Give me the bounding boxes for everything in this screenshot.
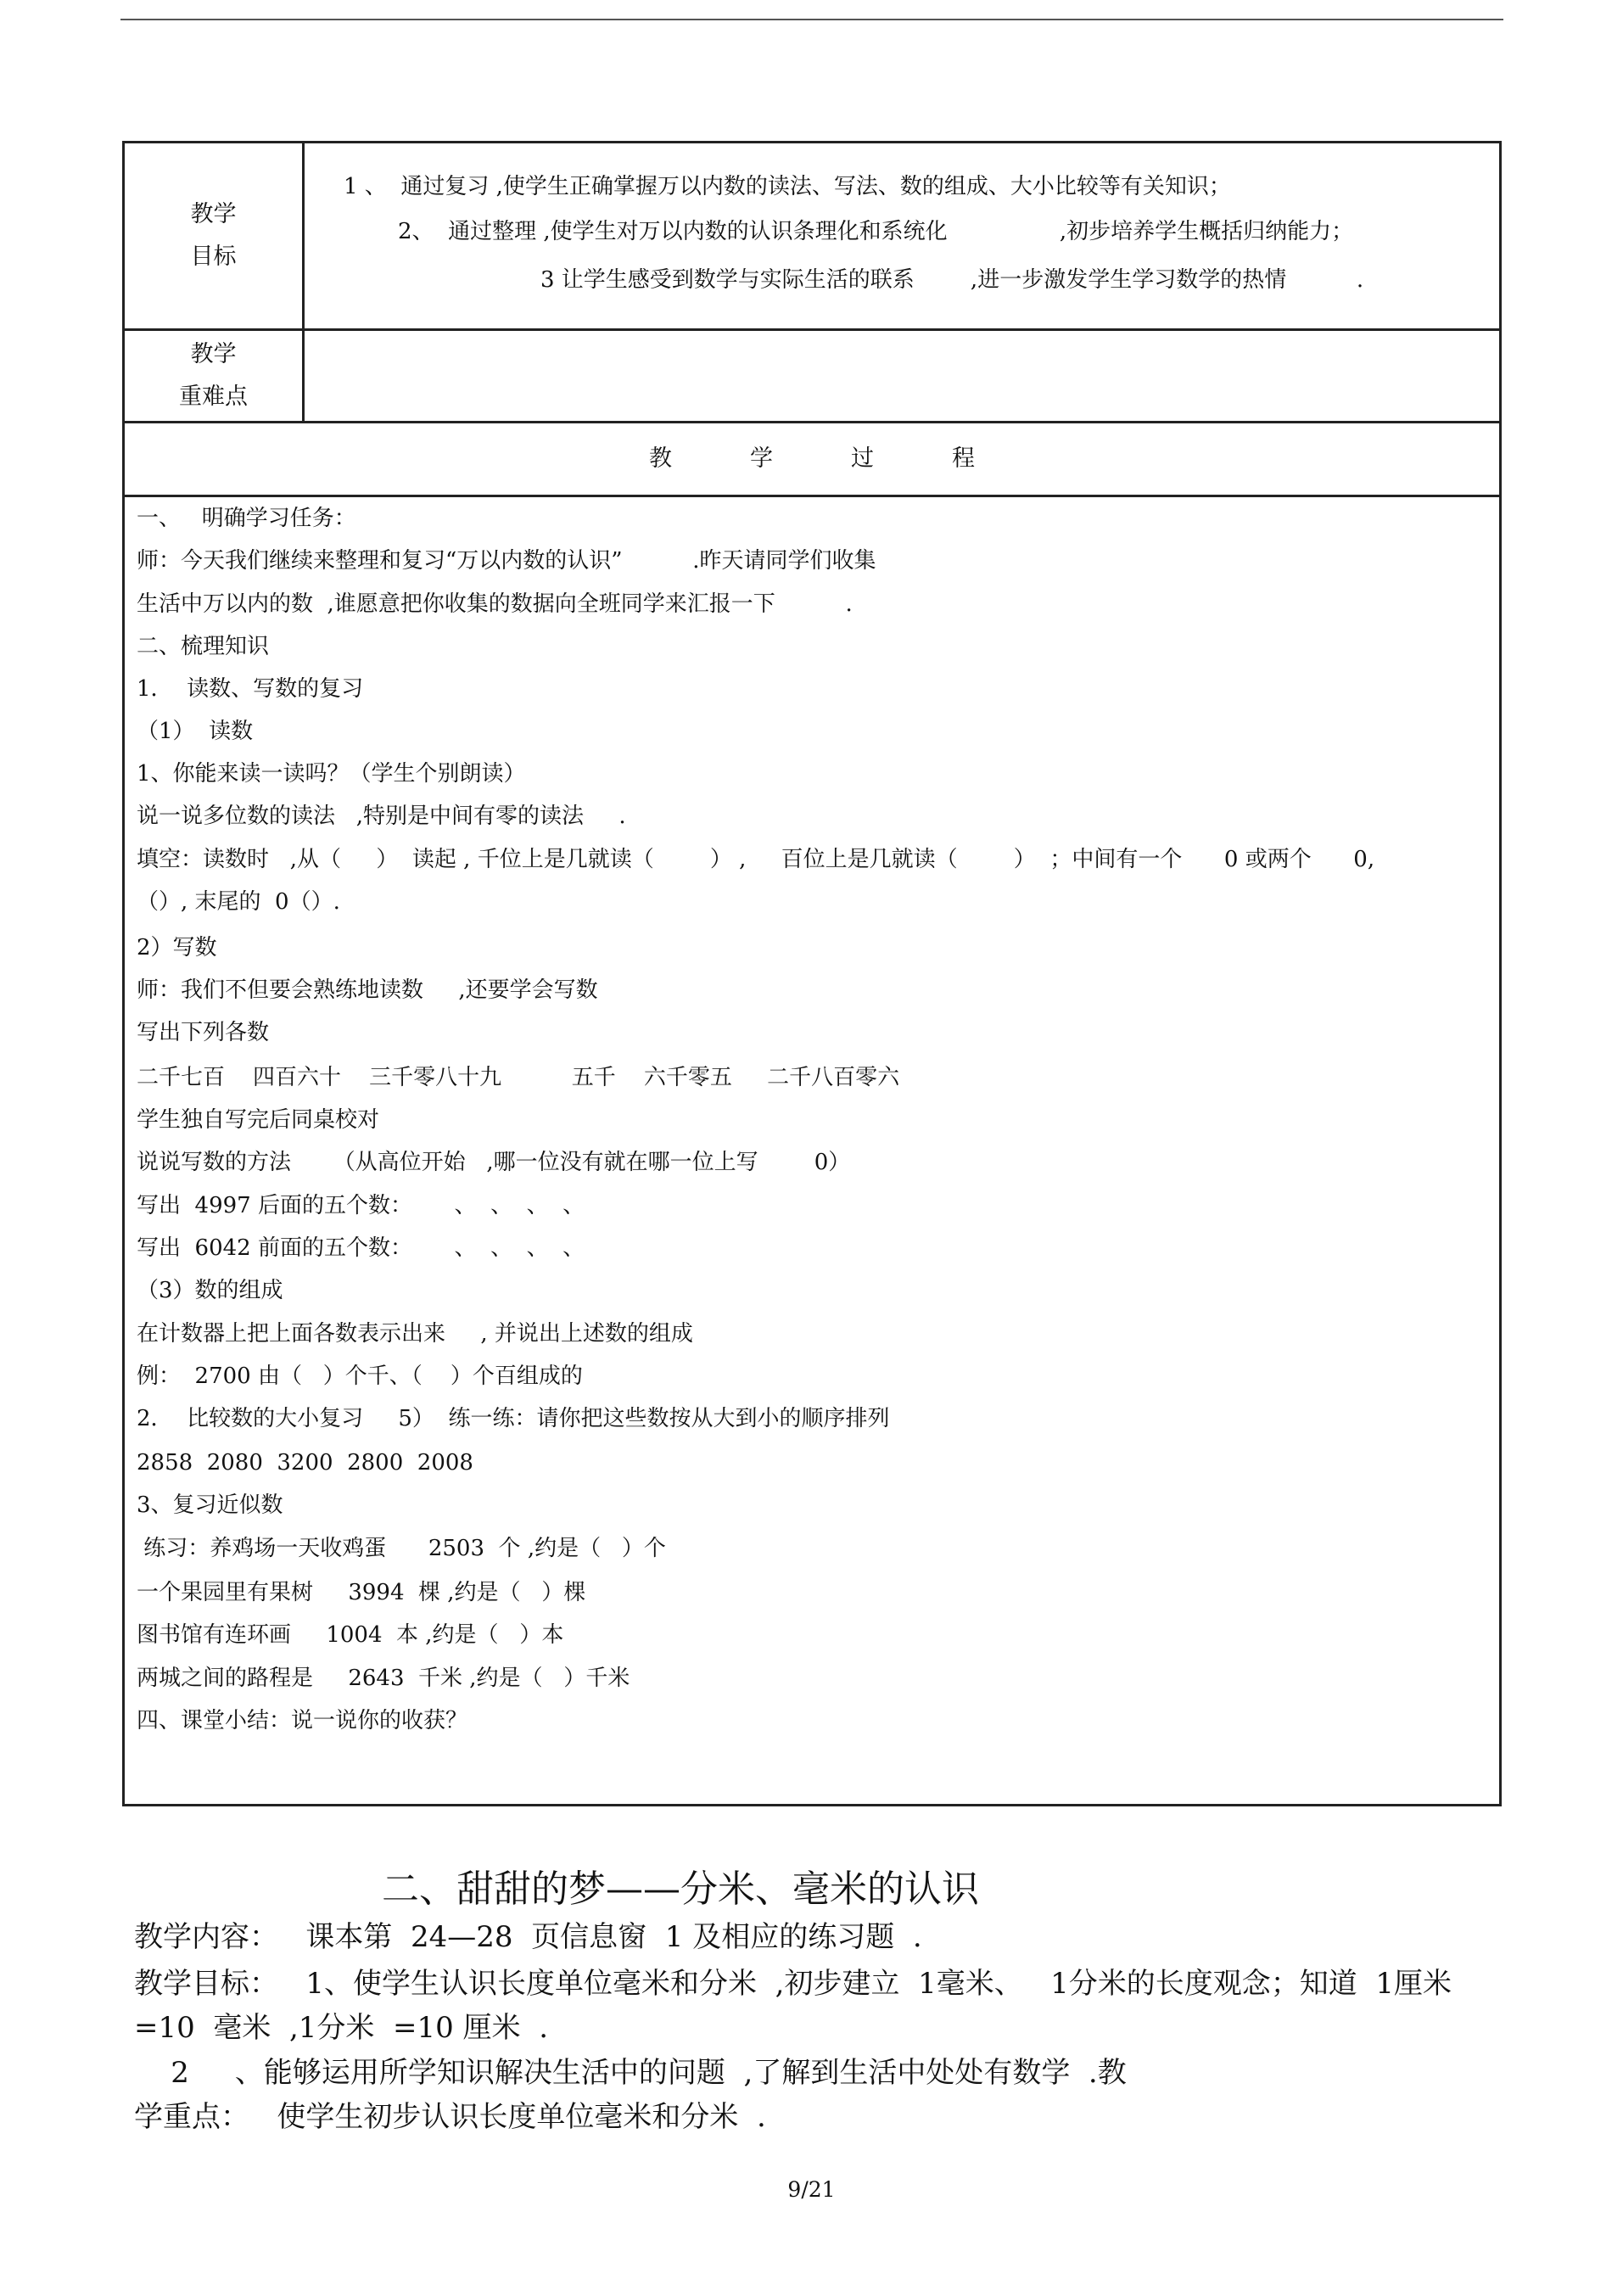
body-line: 师：今天我们继续来整理和复习“万以内数的认识” .昨天请同学们收集 [137,548,876,574]
body-line: 2． 比较数的大小复习 5） 练一练：请你把这些数按从大到小的顺序排列 [137,1406,890,1431]
key-points-row [124,330,1501,423]
process-body-cell [124,496,1501,1806]
section-paragraph: 2 、能够运用所学知识解决生活中的问题 ,了解到生活中处处有数学 .教 [134,2056,1127,2090]
page-number: 9/21 [787,2177,836,2202]
section-paragraph: 教学目标： 1、使学生认识长度单位毫米和分米 ,初步建立 1毫米、 1分米的长度观念；知道 1厘米 [134,1967,1452,2001]
body-line: （3）数的组成 [137,1278,283,1303]
body-line: 说说写数的方法 （从高位开始 ,哪一位没有就在哪一位上写 0） [137,1150,851,1175]
body-line: 二千七百 四百六十 三千零八十九 五千 六千零五 二千八百零六 [137,1065,900,1090]
key-points-label-line-2: 重难点 [179,384,248,410]
body-line: 二、梳理知识 [137,634,270,659]
goals-row [124,143,1501,330]
section-paragraph: 教学内容： 课本第 24—28 页信息窗 1 及相应的练习题 . [134,1920,922,1954]
body-line: 例： 2700 由（ ）个千、（ ）个百组成的 [137,1364,583,1389]
process-title-char: 教 [649,445,672,472]
goals-label-line-1: 教学 [190,201,237,227]
goal-item-3: 3 让学生感受到数学与实际生活的联系 ,进一步激发学生学习数学的热情 . [540,267,1364,293]
goals-content-cell [304,143,1501,330]
header-rule [120,19,1503,20]
body-line: 写出 6042 前面的五个数： 、 、 、 、 [137,1235,585,1261]
goal-item-1: 1 、 通过复习 ,使学生正确掌握万以内数的读法、写法、数的组成、大小比较等有关知识； [344,174,1231,199]
process-title-char: 程 [952,445,975,472]
process-title-cell [124,423,1501,496]
body-line: 写出下列各数 [137,1020,270,1045]
body-line: 说一说多位数的读法 ,特别是中间有零的读法 . [137,804,626,829]
key-points-label-line-1: 教学 [190,341,237,367]
process-header-row [124,423,1501,496]
body-line: 两城之间的路程是 2643 千米 ,约是（ ）千米 [137,1666,630,1691]
body-line: 学生独自写完后同桌校对 [137,1107,380,1133]
process-title-char: 过 [851,445,874,472]
section-heading: 二、甜甜的梦——分米、毫米的认识 [382,1868,979,1911]
body-line: 图书馆有连环画 1004 本 ,约是（ ）本 [137,1622,564,1648]
body-line: 填空：读数时 ,从（ ） 读起 , 千位上是几就读（ ） , 百位上是几就读（ ） ；中间有一个 0 或两个 0, [137,847,1375,872]
body-line: 四、课堂小结：说一说你的收获？ [137,1708,468,1733]
body-line: 2）写数 [137,935,217,960]
goals-label-cell [124,143,304,330]
key-points-label-cell [124,330,304,423]
body-line: （）, 末尾的 0（）. [137,889,340,915]
lesson-plan-table [122,141,1502,1806]
body-line: 写出 4997 后面的五个数： 、 、 、 、 [137,1193,585,1218]
body-line: 3、复习近似数 [137,1492,283,1518]
key-points-content-cell [304,330,1501,423]
body-line: 1、你能来读一读吗？（学生个别朗读） [137,761,526,787]
goal-item-2: 2、 通过整理 ,使学生对万以内数的认识条理化和系统化 ,初步培养学生概括归纳能力； [398,219,1354,244]
body-line: 练习：养鸡场一天收鸡蛋 2503 个 ,约是（ ）个 [137,1536,666,1561]
section-paragraph: =10 毫米 ,1分米 =10 厘米 . [134,2011,549,2045]
body-line: （1） 读数 [137,719,254,744]
body-line: 在计数器上把上面各数表示出来 , 并说出上述数的组成 [137,1321,693,1347]
body-line: 一个果园里有果树 3994 棵 ,约是（ ）棵 [137,1580,586,1605]
body-line: 生活中万以内的数 ,谁愿意把你收集的数据向全班同学来汇报一下 . [137,591,853,617]
body-line: 师：我们不但要会熟练地读数 ,还要学会写数 [137,977,598,1003]
process-title-char: 学 [750,445,773,472]
section-paragraph: 学重点： 使学生初步认识长度单位毫米和分米 . [134,2100,766,2134]
process-body-row [124,496,1501,1806]
goals-label-line-2: 目标 [190,244,237,270]
body-line: 1． 读数、写数的复习 [137,676,364,702]
body-line: 2858 2080 3200 2800 2008 [137,1450,473,1476]
body-line: 一、 明确学习任务： [137,506,356,531]
